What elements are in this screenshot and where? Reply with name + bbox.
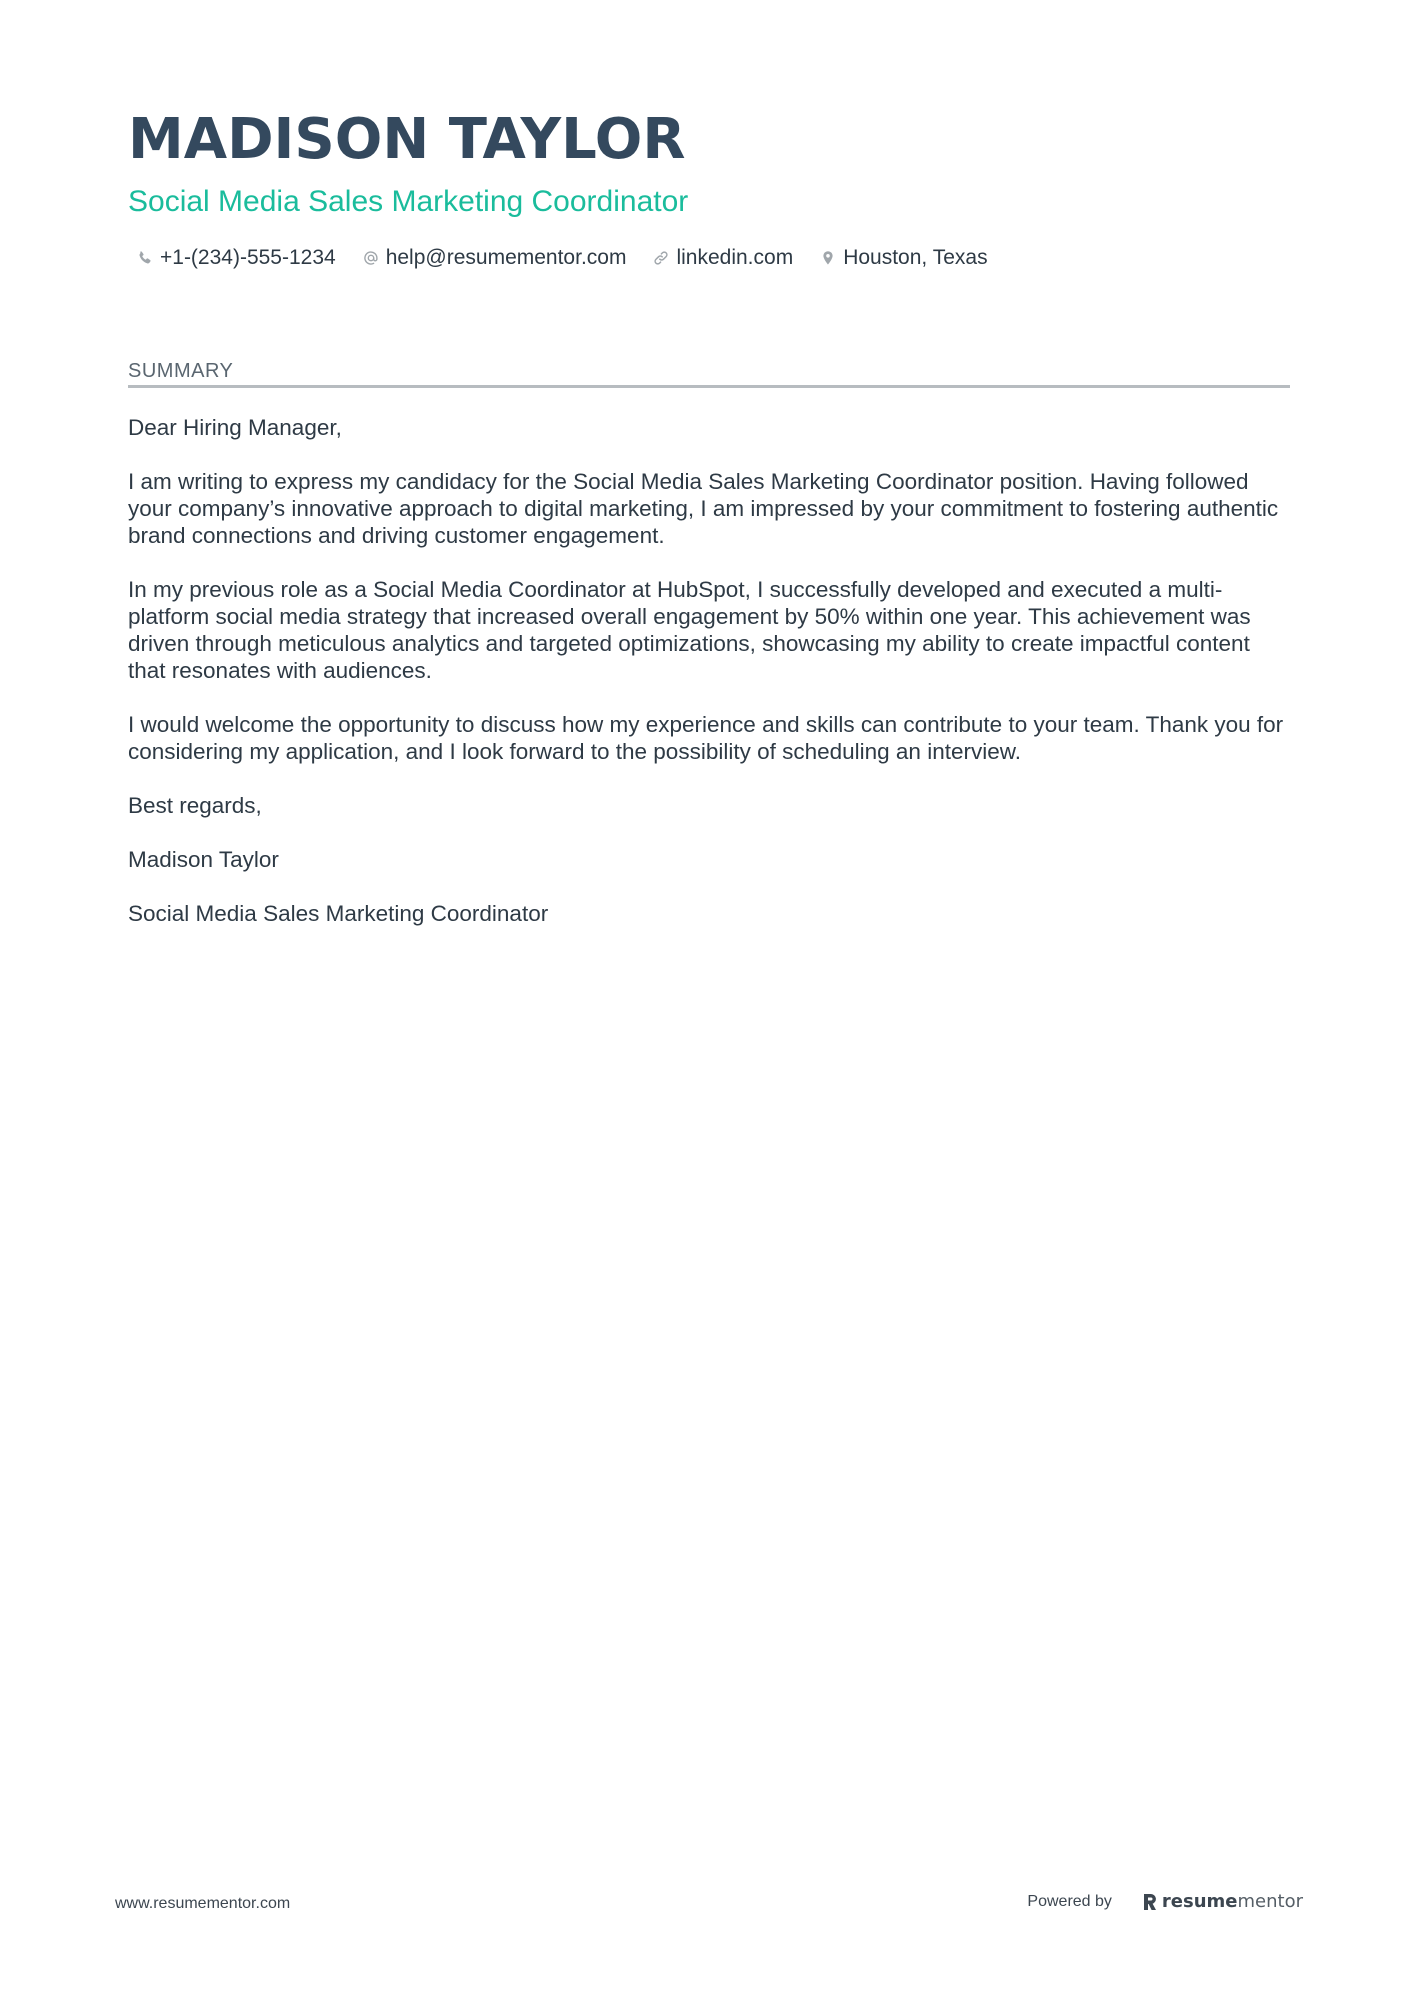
footer-website-link[interactable]: www.resumementor.com (115, 1895, 291, 1912)
candidate-job-title: Social Media Sales Marketing Coordinator (128, 185, 689, 218)
contact-linkedin-text: linkedin.com (676, 246, 794, 269)
footer-brand (1027, 1891, 1303, 1912)
contact-row (136, 246, 988, 270)
link-icon (652, 249, 670, 267)
candidate-name: MADISON TAYLOR (128, 107, 686, 172)
closing: Best regards, (128, 793, 262, 818)
brand-wordmark (1162, 1891, 1303, 1912)
letter-body (128, 414, 1293, 954)
brand-wordmark-light: mentor (1237, 1891, 1303, 1912)
letter-paragraph: I am writing to express my candidacy for the Social Media Sales Marketing Coordinator position. Having followed your company’s innovative approach to digital marketing, I am impressed by your commitment to fostering authentic brand connections and driving customer engagement. (128, 469, 1279, 548)
contact-email (362, 246, 627, 270)
contact-email-text: help@resumementor.com (385, 246, 627, 269)
contact-phone (136, 246, 336, 270)
letter-paragraph: I would welcome the opportunity to discuss how my experience and skills can contribute to your team. Thank you for considering my application, and I look forward to the possibility of scheduling an interview. (128, 712, 1284, 764)
at-icon (362, 249, 380, 267)
powered-by-label: Powered by (1027, 1892, 1112, 1910)
location-pin-icon (819, 249, 837, 267)
contact-location (819, 246, 987, 270)
resumementor-logo-icon (1142, 1892, 1158, 1912)
phone-icon (136, 249, 154, 267)
letter-paragraph: In my previous role as a Social Media Coordinator at HubSpot, I successfully developed and executed a multi-platform social media strategy that increased overall engagement by 50% within one year. This achievement was driven through meticulous analytics and targeted optimizations, showcasing my ability to create impactful content that resonates with audiences. (128, 577, 1251, 683)
signature-name: Madison Taylor (128, 847, 279, 872)
contact-linkedin (652, 246, 793, 270)
summary-heading: SUMMARY (128, 360, 1290, 388)
brand-wordmark-bold: resume (1161, 1891, 1238, 1912)
contact-location-text: Houston, Texas (843, 246, 988, 269)
salutation: Dear Hiring Manager, (128, 415, 342, 440)
signature-title: Social Media Sales Marketing Coordinator (128, 901, 549, 926)
contact-phone-text: +1-(234)-555-1234 (160, 246, 336, 269)
